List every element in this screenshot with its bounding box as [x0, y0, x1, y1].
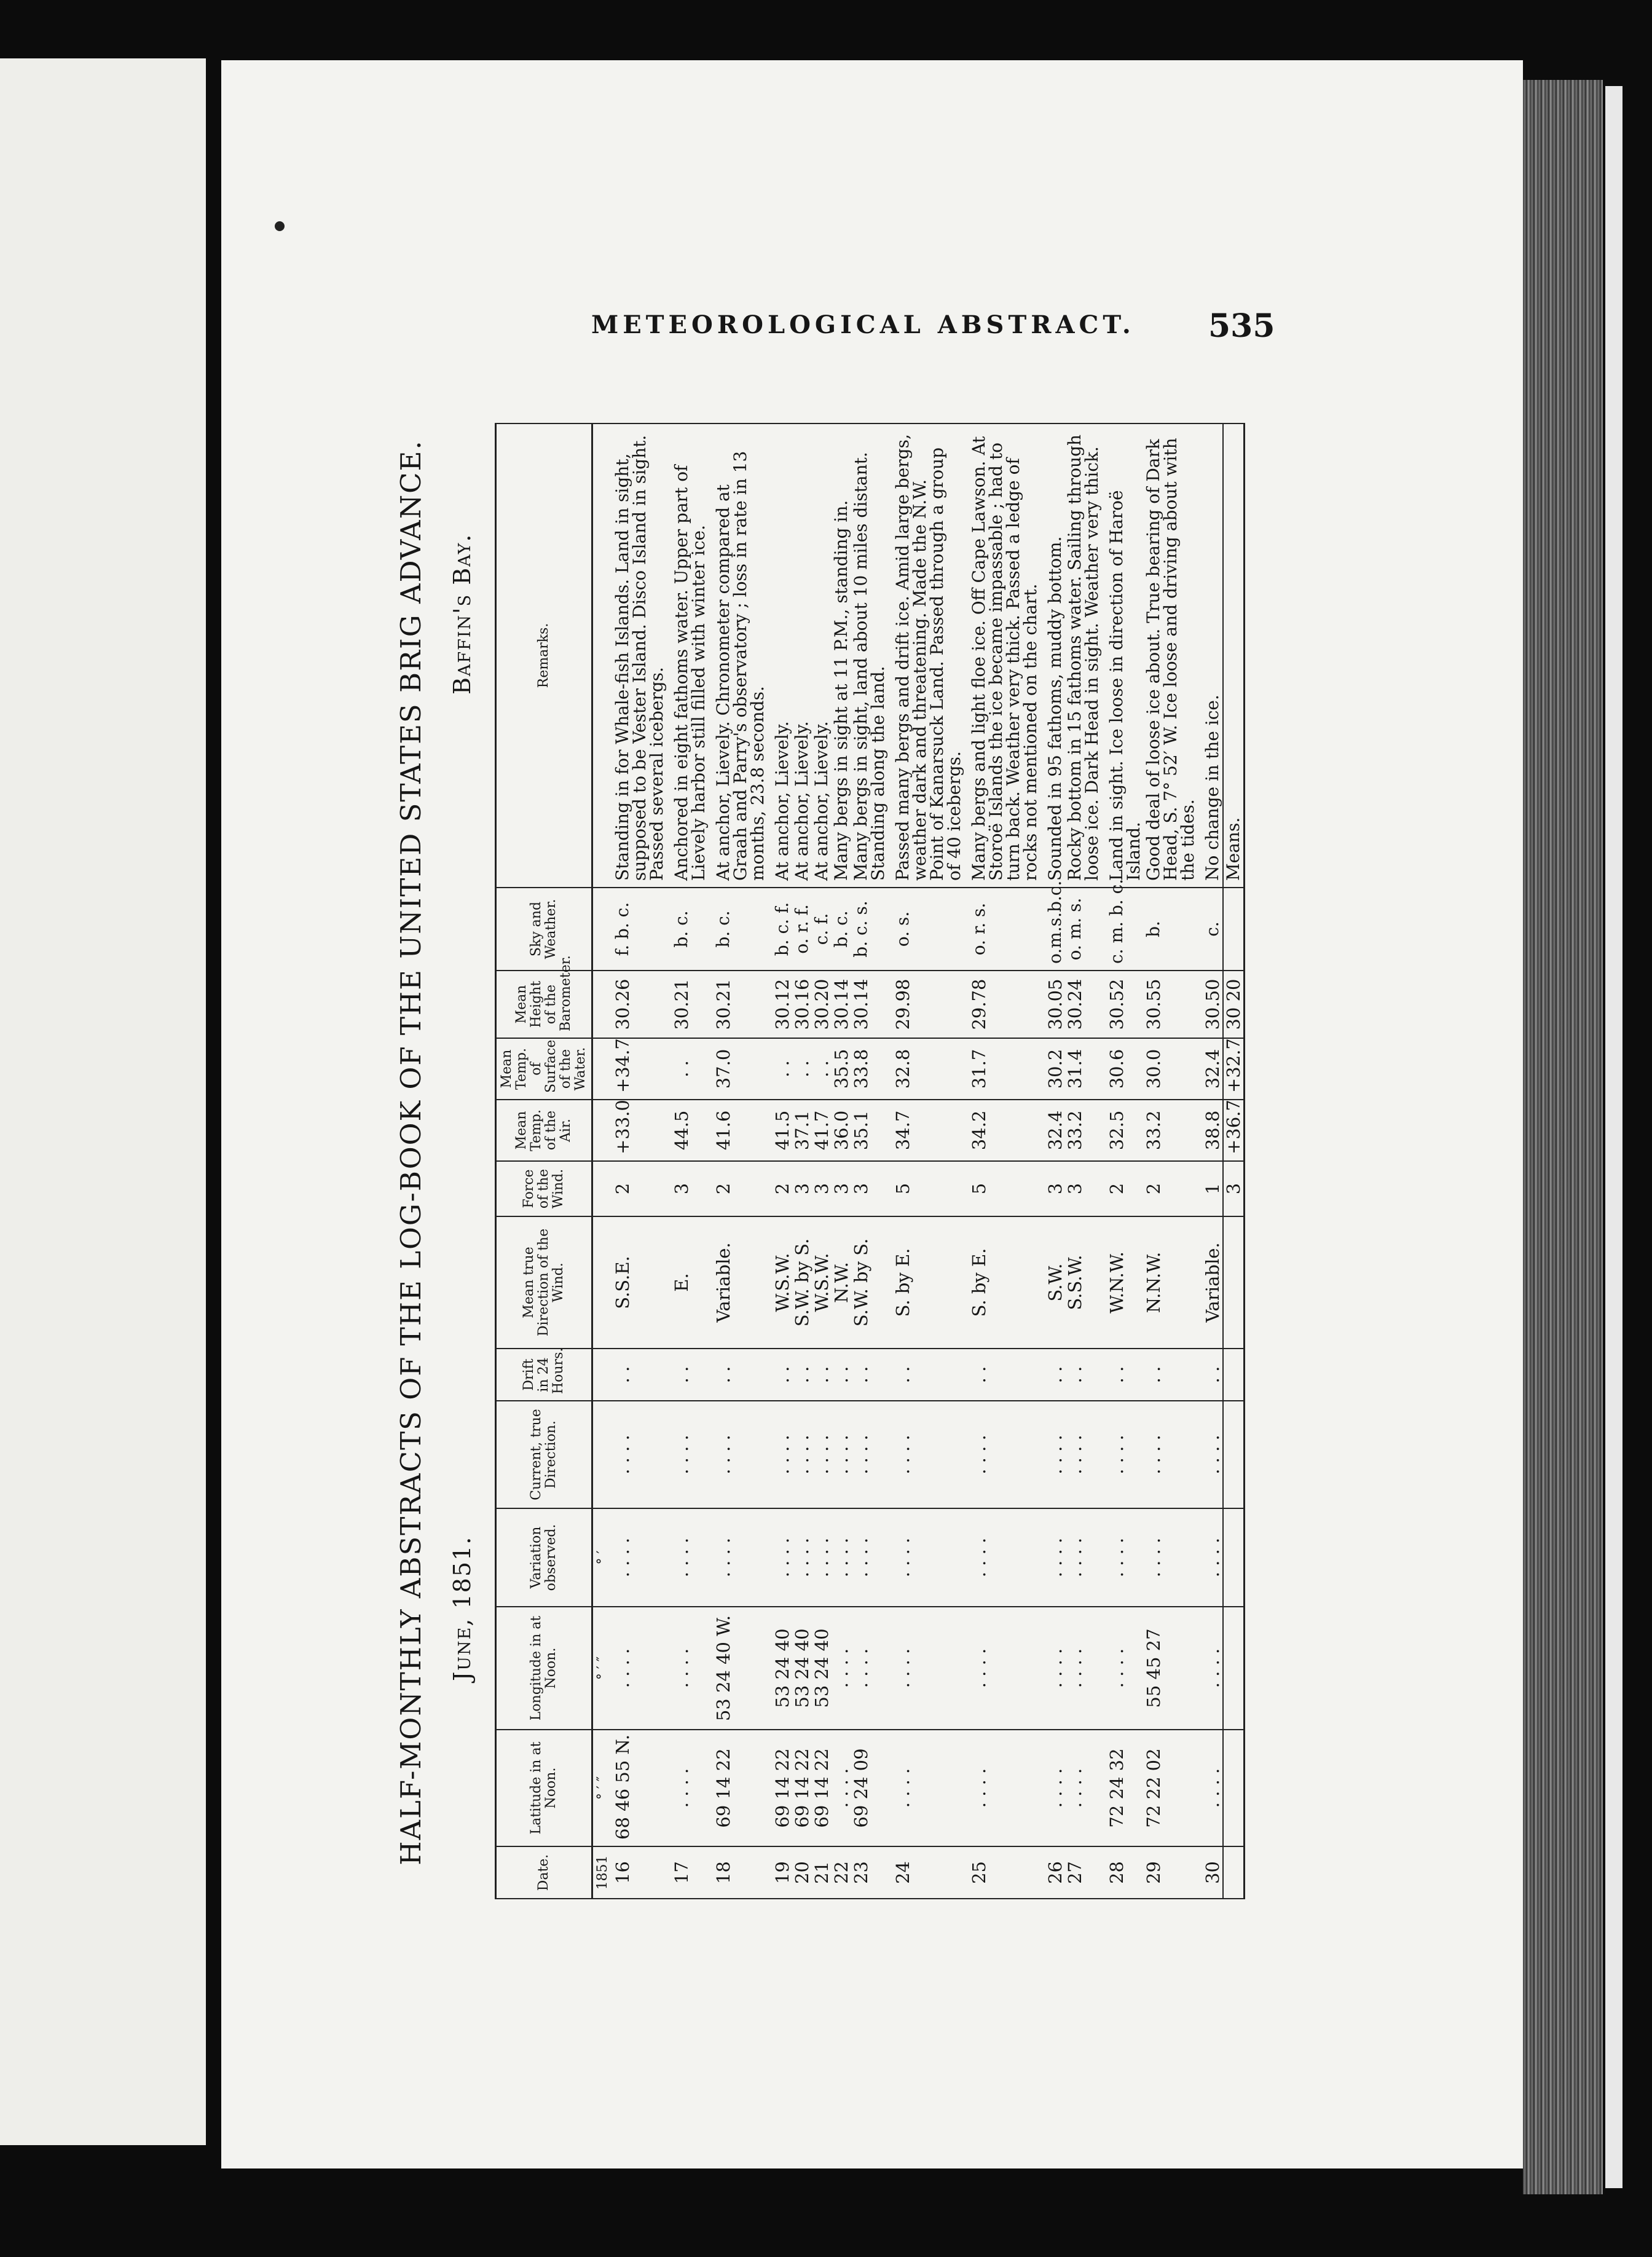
sky-cell: b. — [1144, 888, 1198, 971]
longitude-cell: . . . . — [964, 1607, 1040, 1730]
air-temp-cell: 41.6 — [709, 1100, 768, 1161]
wind-force-cell: 5 — [888, 1161, 964, 1216]
wind-force-cell: 3 — [667, 1161, 709, 1216]
air-temp-cell: 37.1 — [792, 1100, 812, 1161]
means-row — [1223, 423, 1245, 1899]
drift-cell: . . — [1144, 1349, 1198, 1401]
current-cell: . . . . — [792, 1401, 812, 1508]
running-head: METEOROLOGICAL ABSTRACT. — [591, 310, 1135, 339]
longitude-cell: . . . . — [667, 1607, 709, 1730]
longitude-cell: . . . . — [1102, 1607, 1144, 1730]
means-water-temp-cell: +32.7 — [1223, 1038, 1245, 1100]
latitude-cell: 69 14 22 — [709, 1730, 768, 1846]
sky-cell: b. c. s. — [851, 888, 888, 971]
lat-unit: ° ′ ″ — [592, 1730, 613, 1846]
col-latitude-header: Latitude in at Noon. — [496, 1730, 592, 1846]
air-temp-cell: +33.0 — [613, 1100, 667, 1161]
drift-cell: . . — [768, 1349, 792, 1401]
means-wind-force-cell: 3 — [1223, 1161, 1245, 1216]
longitude-cell: 55 45 27 — [1144, 1607, 1198, 1730]
barometer-cell: 30.16 — [792, 971, 812, 1038]
water-temp-cell: +34.7 — [613, 1038, 667, 1100]
water-temp-cell: . . — [792, 1038, 812, 1100]
col-drift-header: Drift in 24 Hours. — [496, 1349, 592, 1401]
variation-cell: . . . . — [709, 1508, 768, 1607]
water-temp-cell: 30.0 — [1144, 1038, 1198, 1100]
longitude-cell: . . . . — [888, 1607, 964, 1730]
barometer-cell: 30.20 — [812, 971, 832, 1038]
remarks-cell: Rocky bottom in 15 fathoms water. Sailing through loose ice. Dark Head in sight. Weather very thick. — [1065, 423, 1102, 888]
longitude-cell: 53 24 40 — [812, 1607, 832, 1730]
current-cell: . . . . — [709, 1401, 768, 1508]
wind-direction-cell: Variable. — [1198, 1216, 1223, 1349]
longitude-cell: . . . . — [851, 1607, 888, 1730]
sky-cell: f. b. c. — [613, 888, 667, 971]
remarks-cell: Passed many bergs and drift ice. Amid large bergs, weather dark and threatening. Made the N.W. Point of Kanarsuck Land. Passed through a group of 40 icebergs. — [888, 423, 964, 888]
latitude-cell: . . . . — [888, 1730, 964, 1846]
variation-cell: . . . . — [964, 1508, 1040, 1607]
longitude-cell: 53 24 40 — [792, 1607, 812, 1730]
wind-force-cell: 2 — [709, 1161, 768, 1216]
date-cell: 22 — [832, 1846, 851, 1899]
remarks-cell: Standing in for Whale-fish Islands. Land in sight, supposed to be Vester Island. Disco Island in sight. Passed several icebergs. — [613, 423, 667, 888]
drift-cell: . . — [832, 1349, 851, 1401]
variation-cell: . . . . — [613, 1508, 667, 1607]
means-barometer-cell: 30 20 — [1223, 971, 1245, 1038]
date-cell: 27 — [1065, 1846, 1102, 1899]
col-water-temp-header: Mean Temp. of Surface of the Water. — [496, 1038, 592, 1100]
page-number: 535 — [1208, 307, 1275, 345]
wind-force-cell: 3 — [812, 1161, 832, 1216]
air-temp-cell: 32.5 — [1102, 1100, 1144, 1161]
wind-force-cell: 3 — [1065, 1161, 1102, 1216]
wind-direction-cell: W.N.W. — [1102, 1216, 1144, 1349]
drift-cell: . . — [812, 1349, 832, 1401]
current-cell: . . . . — [812, 1401, 832, 1508]
longitude-cell: . . . . — [1065, 1607, 1102, 1730]
variation-cell: . . . . — [1144, 1508, 1198, 1607]
current-cell: . . . . — [1144, 1401, 1198, 1508]
barometer-cell: 30.24 — [1065, 971, 1102, 1038]
latitude-cell: . . . . — [667, 1730, 709, 1846]
air-temp-cell: 41.7 — [812, 1100, 832, 1161]
sky-cell: c. f. — [812, 888, 832, 971]
col-air-temp-header: Mean Temp. of the Air. — [496, 1100, 592, 1161]
wind-force-cell: 3 — [832, 1161, 851, 1216]
variation-cell: . . . . — [768, 1508, 792, 1607]
table-row — [667, 423, 709, 1899]
current-cell: . . . . — [964, 1401, 1040, 1508]
latitude-cell: 69 14 22 — [812, 1730, 832, 1846]
water-temp-cell: 35.5 — [832, 1038, 851, 1100]
sky-cell: b. c. f. — [768, 888, 792, 971]
wind-force-cell: 2 — [768, 1161, 792, 1216]
barometer-cell: 30.12 — [768, 971, 792, 1038]
table-row — [1065, 423, 1102, 1899]
var-unit: ° ′ — [592, 1508, 613, 1607]
longitude-cell: . . . . — [832, 1607, 851, 1730]
wind-force-cell: 1 — [1198, 1161, 1223, 1216]
drift-cell: . . — [851, 1349, 888, 1401]
wind-direction-cell: W.S.W. — [812, 1216, 832, 1349]
water-temp-cell: . . — [812, 1038, 832, 1100]
water-temp-cell: 33.8 — [851, 1038, 888, 1100]
longitude-cell: 53 24 40 W. — [709, 1607, 768, 1730]
latitude-cell: . . . . — [832, 1730, 851, 1846]
table-row — [1102, 423, 1144, 1899]
table-row — [812, 423, 832, 1899]
drift-cell: . . — [792, 1349, 812, 1401]
date-cell: 21 — [812, 1846, 832, 1899]
variation-cell: . . . . — [1040, 1508, 1065, 1607]
latitude-cell: 69 14 22 — [792, 1730, 812, 1846]
date-cell: 23 — [851, 1846, 888, 1899]
latitude-cell: 72 24 32 — [1102, 1730, 1144, 1846]
table-row — [1198, 423, 1223, 1899]
date-cell: 28 — [1102, 1846, 1144, 1899]
sky-cell: o. r. s. — [964, 888, 1040, 971]
longitude-cell: 53 24 40 — [768, 1607, 792, 1730]
sky-cell: b. c. — [667, 888, 709, 971]
table-row — [964, 423, 1040, 1899]
longitude-cell: . . . . — [1040, 1607, 1065, 1730]
water-temp-cell: . . — [768, 1038, 792, 1100]
air-temp-cell: 38.8 — [1198, 1100, 1223, 1161]
drift-cell: . . — [1102, 1349, 1144, 1401]
water-temp-cell: 32.8 — [888, 1038, 964, 1100]
variation-cell: . . . . — [792, 1508, 812, 1607]
air-temp-cell: 32.4 — [1040, 1100, 1065, 1161]
table-title: HALF-MONTHLY ABSTRACTS OF THE LOG-BOOK OF THE UNITED STATES BRIG ADVANCE. — [395, 439, 427, 1865]
table-row — [851, 423, 888, 1899]
remarks-cell: Many bergs in sight at 11 P.M., standing in. — [832, 423, 851, 888]
log-table — [495, 423, 1245, 1899]
header-row — [496, 423, 592, 1899]
current-cell: . . . . — [1065, 1401, 1102, 1508]
sky-cell: c. m. b. c. — [1102, 888, 1144, 971]
means-remarks-cell: Means. — [1223, 423, 1245, 888]
date-cell: 25 — [964, 1846, 1040, 1899]
longitude-cell: . . . . — [1198, 1607, 1223, 1730]
sky-cell: o. s. — [888, 888, 964, 971]
wind-force-cell: 5 — [964, 1161, 1040, 1216]
wind-direction-cell: E. — [667, 1216, 709, 1349]
wind-direction-cell: S.S.W. — [1065, 1216, 1102, 1349]
remarks-cell: At anchor, Lievely. — [812, 423, 832, 888]
means-air-temp-cell: +36.7 — [1223, 1100, 1245, 1161]
latitude-cell: . . . . — [964, 1730, 1040, 1846]
water-temp-cell: 31.7 — [964, 1038, 1040, 1100]
date-cell: 19 — [768, 1846, 792, 1899]
barometer-cell: 30.14 — [832, 971, 851, 1038]
wind-direction-cell: S.W. — [1040, 1216, 1065, 1349]
remarks-cell: No change in the ice. — [1198, 423, 1223, 888]
remarks-cell: Many bergs in sight, land about 10 miles distant. Standing along the land. — [851, 423, 888, 888]
col-variation-header: Variation observed. — [496, 1508, 592, 1607]
latitude-cell: 72 22 02 — [1144, 1730, 1198, 1846]
water-temp-cell: 37.0 — [709, 1038, 768, 1100]
page-edge-strip — [1605, 86, 1622, 2188]
latitude-cell: . . . . — [1198, 1730, 1223, 1846]
air-temp-cell: 35.1 — [851, 1100, 888, 1161]
drift-cell: . . — [888, 1349, 964, 1401]
rotated-table-block — [387, 393, 1248, 1899]
sky-cell: o. m. s. — [1065, 888, 1102, 971]
variation-cell: . . . . — [888, 1508, 964, 1607]
date-cell: 18 — [709, 1846, 768, 1899]
drift-cell: . . — [1198, 1349, 1223, 1401]
remarks-cell: Anchored in eight fathoms water. Upper part of Lievely harbor still filled with winter ice. — [667, 423, 709, 888]
units-row — [592, 423, 613, 1899]
variation-cell: . . . . — [667, 1508, 709, 1607]
water-temp-cell: 32.4 — [1198, 1038, 1223, 1100]
ink-spot — [275, 221, 285, 231]
current-cell: . . . . — [1198, 1401, 1223, 1508]
current-cell: . . . . — [1102, 1401, 1144, 1508]
latitude-cell: 68 46 55 N. — [613, 1730, 667, 1846]
wind-direction-cell: S.W. by S. — [851, 1216, 888, 1349]
wind-direction-cell: N.W. — [832, 1216, 851, 1349]
table-row — [1144, 423, 1198, 1899]
wind-direction-cell: Variable. — [709, 1216, 768, 1349]
remarks-cell: At anchor, Lievely. — [768, 423, 792, 888]
wind-force-cell: 3 — [1040, 1161, 1065, 1216]
col-remarks-header: Remarks. — [496, 423, 592, 888]
sky-cell: o.m.s.b.c. — [1040, 888, 1065, 971]
barometer-cell: 30.14 — [851, 971, 888, 1038]
air-temp-cell: 41.5 — [768, 1100, 792, 1161]
date-cell: 26 — [1040, 1846, 1065, 1899]
water-temp-cell: 30.6 — [1102, 1038, 1144, 1100]
water-temp-cell: 31.4 — [1065, 1038, 1102, 1100]
wind-direction-cell: S. by E. — [888, 1216, 964, 1349]
wind-direction-cell: N.N.W. — [1144, 1216, 1198, 1349]
remarks-cell: At anchor, Lievely. — [792, 423, 812, 888]
table-row — [832, 423, 851, 1899]
barometer-cell: 29.78 — [964, 971, 1040, 1038]
barometer-cell: 30.50 — [1198, 971, 1223, 1038]
wind-force-cell: 2 — [1102, 1161, 1144, 1216]
table-row — [613, 423, 667, 1899]
drift-cell: . . — [709, 1349, 768, 1401]
table-row — [792, 423, 812, 1899]
variation-cell: . . . . — [1198, 1508, 1223, 1607]
date-cell: 29 — [1144, 1846, 1198, 1899]
region-subtitle: Baffin's Bay. — [449, 533, 476, 695]
longitude-cell: . . . . — [613, 1607, 667, 1730]
date-cell: 20 — [792, 1846, 812, 1899]
wind-direction-cell: S.S.E. — [613, 1216, 667, 1349]
barometer-cell: 30.55 — [1144, 971, 1198, 1038]
variation-cell: . . . . — [832, 1508, 851, 1607]
air-temp-cell: 33.2 — [1144, 1100, 1198, 1161]
air-temp-cell: 34.2 — [964, 1100, 1040, 1161]
current-cell: . . . . — [832, 1401, 851, 1508]
sky-cell: b. c. — [709, 888, 768, 971]
table-row — [1040, 423, 1065, 1899]
date-cell: 16 — [613, 1846, 667, 1899]
barometer-cell: 30.26 — [613, 971, 667, 1038]
table-row — [888, 423, 964, 1899]
col-longitude-header: Longitude in at Noon. — [496, 1607, 592, 1730]
col-wind-direction-header: Mean true Direction of the Wind. — [496, 1216, 592, 1349]
latitude-cell: . . . . — [1040, 1730, 1065, 1846]
month-subtitle: June, 1851. — [449, 1535, 476, 1681]
col-sky-header: Sky and Weather. — [496, 888, 592, 971]
date-cell: 30 — [1198, 1846, 1223, 1899]
wind-force-cell: 3 — [792, 1161, 812, 1216]
latitude-cell: . . . . — [1065, 1730, 1102, 1846]
lon-unit: ° ′ ″ — [592, 1607, 613, 1730]
barometer-cell: 30.21 — [709, 971, 768, 1038]
wind-force-cell: 2 — [1144, 1161, 1198, 1216]
variation-cell: . . . . — [851, 1508, 888, 1607]
date-cell: 17 — [667, 1846, 709, 1899]
latitude-cell: 69 24 09 — [851, 1730, 888, 1846]
barometer-cell: 30.05 — [1040, 971, 1065, 1038]
sky-cell: o. r. f. — [792, 888, 812, 971]
water-temp-cell: . . — [667, 1038, 709, 1100]
latitude-cell: 69 14 22 — [768, 1730, 792, 1846]
remarks-cell: At anchor, Lievely. Chronometer compared at Graah and Parry's observatory ; loss in rate in 13 months, 23.8 seconds. — [709, 423, 768, 888]
wind-direction-cell: S. by E. — [964, 1216, 1040, 1349]
drift-cell: . . — [964, 1349, 1040, 1401]
sky-cell: c. — [1198, 888, 1223, 971]
date-cell: 24 — [888, 1846, 964, 1899]
page-edges — [1523, 80, 1603, 2194]
air-temp-cell: 44.5 — [667, 1100, 709, 1161]
remarks-cell: Land in sight. Ice loose in direction of Haroë Island. — [1102, 423, 1144, 888]
drift-cell: . . — [613, 1349, 667, 1401]
col-current-header: Current, true Direction. — [496, 1401, 592, 1508]
barometer-cell: 29.98 — [888, 971, 964, 1038]
sky-cell: b. c. — [832, 888, 851, 971]
air-temp-cell: 36.0 — [832, 1100, 851, 1161]
wind-force-cell: 2 — [613, 1161, 667, 1216]
drift-cell: . . — [1065, 1349, 1102, 1401]
wind-direction-cell: W.S.W. — [768, 1216, 792, 1349]
wind-direction-cell: S.W. by S. — [792, 1216, 812, 1349]
current-cell: . . . . — [1040, 1401, 1065, 1508]
remarks-cell: Good deal of loose ice about. True bearing of Dark Head, S. 7° 52′ W. Ice loose and driving about with the tides. — [1144, 423, 1198, 888]
remarks-cell: Many bergs and light floe ice. Off Cape Lawson. At Storoë Islands the ice became impassable ; had to turn back. Weather very thick. Passed a ledge of rocks not mentioned on the chart. — [964, 423, 1040, 888]
table-row — [709, 423, 768, 1899]
drift-cell: . . — [1040, 1349, 1065, 1401]
barometer-cell: 30.21 — [667, 971, 709, 1038]
variation-cell: . . . . — [1065, 1508, 1102, 1607]
barometer-cell: 30.52 — [1102, 971, 1144, 1038]
year-unit: 1851 — [592, 1846, 613, 1899]
table-row — [768, 423, 792, 1899]
left-facing-page — [0, 58, 206, 2145]
air-temp-cell: 33.2 — [1065, 1100, 1102, 1161]
current-cell: . . . . — [768, 1401, 792, 1508]
water-temp-cell: 30.2 — [1040, 1038, 1065, 1100]
variation-cell: . . . . — [1102, 1508, 1144, 1607]
current-cell: . . . . — [667, 1401, 709, 1508]
col-barometer-header: Mean Height of the Barometer. — [496, 971, 592, 1038]
wind-force-cell: 3 — [851, 1161, 888, 1216]
current-cell: . . . . — [888, 1401, 964, 1508]
remarks-cell: Sounded in 95 fathoms, muddy bottom. — [1040, 423, 1065, 888]
col-date-header: Date. — [496, 1846, 592, 1899]
current-cell: . . . . — [613, 1401, 667, 1508]
col-wind-force-header: Force of the Wind. — [496, 1161, 592, 1216]
variation-cell: . . . . — [812, 1508, 832, 1607]
air-temp-cell: 34.7 — [888, 1100, 964, 1161]
drift-cell: . . — [667, 1349, 709, 1401]
current-cell: . . . . — [851, 1401, 888, 1508]
